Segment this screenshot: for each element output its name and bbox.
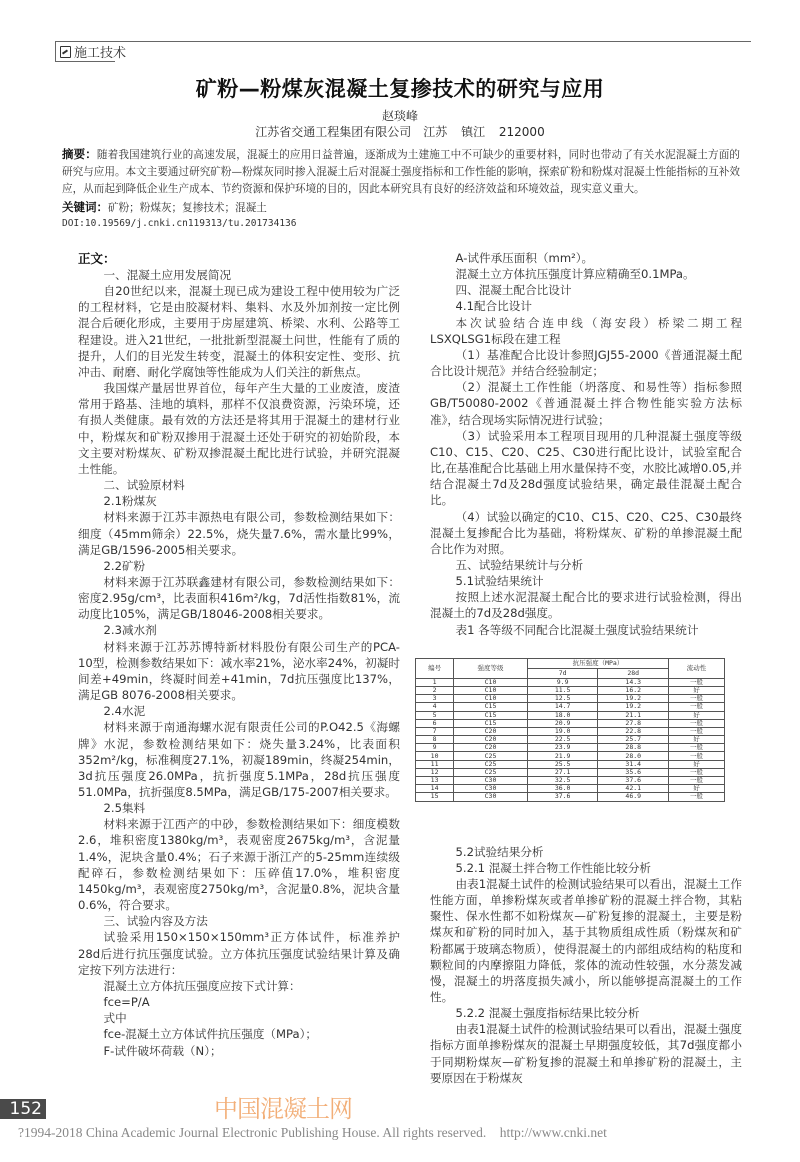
right-column bbox=[430, 251, 742, 1086]
table-row bbox=[416, 744, 725, 752]
cell-28d: 14.3 bbox=[598, 678, 669, 686]
table-row bbox=[416, 686, 725, 694]
cell-grade: C25 bbox=[454, 752, 528, 760]
cell-flow: 一般 bbox=[669, 727, 725, 735]
cell-7d: 12.5 bbox=[527, 695, 598, 703]
paragraph: 材料来源于江苏联鑫建材有限公司，参数检测结果如下：密度2.95g/cm³，比表面积416m²/kg，7d活性指数81%，流动度比105%，满足GB/18046-2008相关要求。 bbox=[78, 574, 400, 622]
pencil-box-icon bbox=[60, 46, 71, 58]
cell-grade: C15 bbox=[454, 711, 528, 719]
front-matter bbox=[62, 146, 740, 231]
cell-grade: C10 bbox=[454, 678, 528, 686]
cell-flow: 好 bbox=[669, 760, 725, 768]
heading: 2.1粉煤灰 bbox=[103, 494, 157, 509]
heading: 表1 各等级不同配合比混凝土强度试验结果统计 bbox=[455, 622, 699, 637]
cell-flow: 好 bbox=[669, 785, 725, 793]
cell-grade: C20 bbox=[454, 736, 528, 744]
watermark: 中国混凝土网 bbox=[214, 1094, 352, 1123]
cell-7d: 20.9 bbox=[527, 719, 598, 727]
cell-flow: 一般 bbox=[669, 744, 725, 752]
cell-grade: C10 bbox=[454, 686, 528, 694]
cell-7d: 27.1 bbox=[527, 768, 598, 776]
cell-id: 10 bbox=[416, 752, 454, 760]
keywords-label: 关键词： bbox=[62, 200, 108, 214]
left-column-text bbox=[78, 267, 400, 1059]
table-row bbox=[416, 777, 725, 785]
heading: 4.1配合比设计 bbox=[455, 299, 532, 314]
cell-grade: C25 bbox=[454, 760, 528, 768]
cell-7d: 37.6 bbox=[527, 793, 598, 801]
cell-28d: 22.8 bbox=[598, 727, 669, 735]
cell-flow: 好 bbox=[669, 686, 725, 694]
cell-id: 5 bbox=[416, 711, 454, 719]
cell-7d: 19.0 bbox=[527, 727, 598, 735]
table-row bbox=[416, 678, 725, 686]
heading: 5.2.1 混凝土拌合物工作性能比较分析 bbox=[455, 860, 652, 875]
cell-28d: 31.4 bbox=[598, 760, 669, 768]
heading: 五、试验结果统计与分析 bbox=[455, 557, 584, 572]
left-column bbox=[78, 251, 400, 1059]
heading: 混凝土立方体抗压强度应按下式计算： bbox=[103, 978, 301, 993]
section-header bbox=[60, 42, 126, 61]
heading: 5.1试验结果统计 bbox=[455, 574, 544, 589]
abstract-label: 摘要： bbox=[62, 147, 97, 161]
heading: 一、混凝土应用发展简况 bbox=[103, 268, 232, 282]
table-row bbox=[416, 785, 725, 793]
cell-flow: 一般 bbox=[669, 777, 725, 785]
footer-row bbox=[0, 1094, 800, 1124]
header-7d: 7d bbox=[527, 668, 598, 678]
cell-id: 8 bbox=[416, 736, 454, 744]
heading: 二、试验原材料 bbox=[103, 478, 185, 493]
section-header-frame bbox=[55, 41, 751, 62]
table-row bbox=[416, 752, 725, 760]
table-row bbox=[416, 711, 725, 719]
body-columns bbox=[0, 251, 800, 1086]
right-column-top bbox=[430, 250, 742, 638]
cell-7d: 36.0 bbox=[527, 785, 598, 793]
paragraph: 试验采用150×150×150mm³正方体试件，标准养护28d后进行抗压强度试验。立方体抗压强度试验结果计算及确定按下列方法进行： bbox=[78, 930, 400, 977]
cell-28d: 21.1 bbox=[598, 711, 669, 719]
heading: A-试件承压面积（mm²）。 bbox=[455, 251, 594, 265]
cell-flow: 一般 bbox=[669, 703, 725, 711]
section-name: 施工技术 bbox=[74, 46, 127, 61]
cell-7d: 18.0 bbox=[527, 711, 598, 719]
paragraph: 材料来源于南通海螺水泥有限责任公司的P.O42.5《海螺牌》水泥，参数检测结果如下：烧失量3.24%，比表面积352m²/kg，标准稠度27.1%，初凝189min，终凝254min，3d抗压强度26.0MPa，抗折强度5.1MPa，28d抗压强度51.0MPa，抗折强度8.5MPa，满足GB/175-2007相关要求。 bbox=[78, 720, 400, 799]
cell-id: 12 bbox=[416, 768, 454, 776]
cell-7d: 25.5 bbox=[527, 760, 598, 768]
page-number: 152 bbox=[0, 1099, 46, 1119]
copyright-line: ?1994-2018 China Academic Journal Electronic Publishing House. All rights reserved. http://www.cnki.net bbox=[18, 1124, 607, 1140]
cell-28d: 46.9 bbox=[598, 793, 669, 801]
footer bbox=[0, 1094, 800, 1162]
table-row bbox=[416, 793, 725, 801]
cell-28d: 42.1 bbox=[598, 785, 669, 793]
body-label: 正文： bbox=[78, 251, 116, 266]
table-row bbox=[416, 768, 725, 776]
keywords bbox=[62, 199, 740, 216]
cell-id: 13 bbox=[416, 777, 454, 785]
cell-id: 1 bbox=[416, 678, 454, 686]
cell-id: 14 bbox=[416, 785, 454, 793]
cell-7d: 32.5 bbox=[527, 777, 598, 785]
heading: 式中 bbox=[103, 1011, 127, 1026]
cell-grade: C20 bbox=[454, 727, 528, 735]
cell-28d: 35.6 bbox=[598, 768, 669, 776]
heading: 三、试验内容及方法 bbox=[103, 914, 208, 929]
heading: F-试件破坏荷载（N）； bbox=[103, 1043, 222, 1058]
paragraph: 本次试验结合连申线（海安段）桥梁二期工程LSXQLSG1标段在建工程 bbox=[430, 315, 742, 346]
heading: fce=P/A bbox=[103, 995, 150, 1010]
cell-flow: 一般 bbox=[669, 719, 725, 727]
heading: 四、混凝土配合比设计 bbox=[455, 283, 572, 298]
paragraph: （1）基准配合比设计参照JGJ55-2000《普通混凝土配合比设计规范》并结合经验制定； bbox=[430, 347, 742, 379]
cell-grade: C25 bbox=[454, 768, 528, 776]
keywords-text: 矿粉；粉煤灰；复掺技术；混凝土 bbox=[108, 202, 267, 214]
cell-grade: C30 bbox=[454, 777, 528, 785]
table-row bbox=[416, 695, 725, 703]
cell-28d: 19.2 bbox=[598, 695, 669, 703]
abstract bbox=[62, 146, 740, 198]
cell-28d: 37.6 bbox=[598, 777, 669, 785]
cell-flow: 一般 bbox=[669, 678, 725, 686]
cell-grade: C15 bbox=[454, 703, 528, 711]
paper-title: 矿粉—粉煤灰混凝土复掺技术的研究与应用 bbox=[195, 77, 605, 101]
header-strength: 抗压强度（MPa） bbox=[527, 658, 668, 668]
cell-grade: C20 bbox=[454, 744, 528, 752]
table-row bbox=[416, 736, 725, 744]
cell-28d: 16.2 bbox=[598, 686, 669, 694]
table-row bbox=[416, 760, 725, 768]
cell-7d: 21.9 bbox=[527, 752, 598, 760]
cell-id: 7 bbox=[416, 727, 454, 735]
abstract-text: 随着我国建筑行业的高速发展，混凝土的应用日益普遍，逐渐成为土建施工中不可缺少的重要材料，同时也带动了有关水泥混凝土方面的研究与应用。本文主要通过研究矿粉—粉煤灰同时掺入混凝土后对混凝土强度指标和工作性能的影响，探索矿粉和粉煤对混凝土性能指标的互补效应，从而起到降低企业生产成本、节约资源和保护环境的目的，因此本研究具有良好的经济效益和环境效益，现实意义重大。 bbox=[62, 149, 741, 195]
cell-grade: C30 bbox=[454, 793, 528, 801]
table-row bbox=[416, 703, 725, 711]
section-header-underline bbox=[55, 61, 115, 62]
author: 赵琰峰 bbox=[381, 109, 418, 123]
cell-7d: 23.9 bbox=[527, 744, 598, 752]
cell-28d: 27.8 bbox=[598, 719, 669, 727]
cell-7d: 14.7 bbox=[527, 703, 598, 711]
cell-flow: 一般 bbox=[669, 793, 725, 801]
heading: 2.5集料 bbox=[103, 801, 146, 816]
heading: 2.4水泥 bbox=[103, 704, 146, 719]
header-flow: 流动性 bbox=[669, 658, 725, 678]
cell-grade: C15 bbox=[454, 719, 528, 727]
table-header-row bbox=[416, 658, 725, 668]
cell-id: 2 bbox=[416, 686, 454, 694]
cell-flow: 一般 bbox=[669, 752, 725, 760]
table-row bbox=[416, 727, 725, 735]
paragraph: 材料来源于江苏丰源热电有限公司，参数检测结果如下：细度（45mm筛余）22.5%，烧失量7.6%，需水量比99%，满足GB/1596-2005相关要求。 bbox=[78, 510, 400, 557]
cell-id: 4 bbox=[416, 703, 454, 711]
heading: 2.2矿粉 bbox=[103, 558, 146, 573]
heading: 5.2试验结果分析 bbox=[455, 844, 544, 859]
cell-flow: 好 bbox=[669, 736, 725, 744]
cell-flow: 一般 bbox=[669, 695, 725, 703]
header-28d: 28d bbox=[598, 668, 669, 678]
paragraph: （2）混凝土工作性能（坍落度、和易性等）指标参照GB/T50080-2002《普通混凝土拌合物性能实验方法标准》，结合现场实际情况进行试验； bbox=[430, 380, 742, 427]
doi: DOI:10.19569/j.cnki.cn119313/tu.201734136 bbox=[62, 218, 297, 229]
paragraph: 自20世纪以来，混凝土现已成为建设工程中使用较为广泛的工程材料，它是由胶凝材料、集料、水及外加剂按一定比例混合后硬化形成，主要用于房屋建筑、桥梁、水利、公路等工程建设。进入21世纪，一批批新型混凝土问世，性能有了质的提升，人们的目光发生转变，混凝土的体积安定性、变形、抗冲击、耐磨、耐化学腐蚀等性能成为人们关注的新焦点。 bbox=[78, 284, 400, 379]
heading: 混凝土立方体抗压强度计算应精确至0.1MPa。 bbox=[455, 267, 695, 282]
strength-results-table bbox=[415, 658, 725, 802]
right-column-bottom bbox=[430, 844, 742, 1086]
paragraph: （3）试验采用本工程项目现用的几种混凝土强度等级C10、C15、C20、C25、C30进行配比设计，试验室配合比,在基准配合比基础上用水量保持不变，水胶比减增0.05,并结合混凝土7d及28d强度试验结果，确定最佳混凝土配合比。 bbox=[430, 428, 742, 508]
cell-id: 15 bbox=[416, 793, 454, 801]
paragraph: 由表1混凝土试件的检测试验结果可以看出，混凝土工作性能方面，单掺粉煤灰或者单掺矿粉的混凝土拌合物，其粘聚性、保水性都不如粉煤灰—矿粉复掺的混凝土，主要是粉煤灰和矿粉的同时加入，基于其物质组成性质（粉煤灰和矿粉都属于玻璃态物质），使得混凝土的内部组成结构的粘度和颗粒间的内摩擦阻力降低，浆体的流动性较强，水分蒸发减慢，混凝土的坍落度损失减小，所以能够提高混凝土的工作性。 bbox=[430, 876, 742, 1004]
cell-28d: 19.2 bbox=[598, 703, 669, 711]
affiliation: 江苏省交通工程集团有限公司 江苏 镇江 212000 bbox=[255, 125, 545, 139]
paragraph: 材料来源于江西产的中砂，参数检测结果如下：细度模数2.6，堆积密度1380kg/m³，表观密度2675kg/m³，含泥量1.4%，泥块含量0.4%；石子来源于浙江产的5-25mm连续级配碎石，参数检测结果如下：压碎值17.0%，堆积密度1450kg/m³，表观密度2750kg/m³，含泥量0.8%，泥块含量0.6%，符合要求。 bbox=[78, 817, 400, 913]
cell-28d: 25.7 bbox=[598, 736, 669, 744]
header-id: 编号 bbox=[416, 658, 454, 678]
paragraph: 我国煤产量居世界首位，每年产生大量的工业废渣，废渣常用于路基、洼地的填料，那样不仅浪费资源，污染环境，还有损人类健康。最有效的方法还是将其用于混凝土的建材行业中，粉煤灰和矿粉双掺用于混凝土还处于研究的初始阶段，本文主要对粉煤灰、矿粉双掺混凝土配比进行试验，并研究混凝土性能。 bbox=[78, 381, 400, 476]
cell-flow: 一般 bbox=[669, 768, 725, 776]
paragraph: 按照上述水泥混凝土配合比的要求进行试验检测，得出混凝土的7d及28d强度。 bbox=[430, 590, 742, 621]
heading: 5.2.2 混凝土强度指标结果比较分析 bbox=[455, 1006, 640, 1021]
cell-28d: 28.0 bbox=[598, 752, 669, 760]
cell-7d: 11.5 bbox=[527, 686, 598, 694]
cell-flow: 好 bbox=[669, 711, 725, 719]
cell-id: 9 bbox=[416, 744, 454, 752]
paragraph: 由表1混凝土试件的检测试验结果可以看出，混凝土强度指标方面单掺粉煤灰的混凝土早期强度较低，其7d强度都小于同期粉煤灰—矿粉复掺的混凝土和单掺矿粉的混凝土，主要原因在于粉煤灰 bbox=[430, 1022, 742, 1085]
cell-7d: 9.9 bbox=[527, 678, 598, 686]
paragraph: 材料来源于江苏苏博特新材料股份有限公司生产的PCA-10型，检测参数结果如下：减水率21%，泌水率24%，初凝时间差+49min，终凝时间差+41min，7d抗压强度比137%，满足GB 8076-2008相关要求。 bbox=[78, 639, 400, 703]
cell-grade: C10 bbox=[454, 695, 528, 703]
heading: fce-混凝土立方体试件抗压强度（MPa）； bbox=[103, 1027, 317, 1042]
heading: 2.3减水剂 bbox=[103, 623, 157, 638]
cell-id: 3 bbox=[416, 695, 454, 703]
paragraph: （4）试验以确定的C10、C15、C20、C25、C30最终混凝土复掺配合比为基础，将粉煤灰、矿粉的单掺混凝土配合比作为对照。 bbox=[430, 509, 742, 556]
cell-28d: 28.8 bbox=[598, 744, 669, 752]
header-grade: 强度等级 bbox=[454, 658, 528, 678]
cell-id: 6 bbox=[416, 719, 454, 727]
cell-7d: 22.5 bbox=[527, 736, 598, 744]
table-row bbox=[416, 719, 725, 727]
cell-id: 11 bbox=[416, 760, 454, 768]
cell-grade: C30 bbox=[454, 785, 528, 793]
